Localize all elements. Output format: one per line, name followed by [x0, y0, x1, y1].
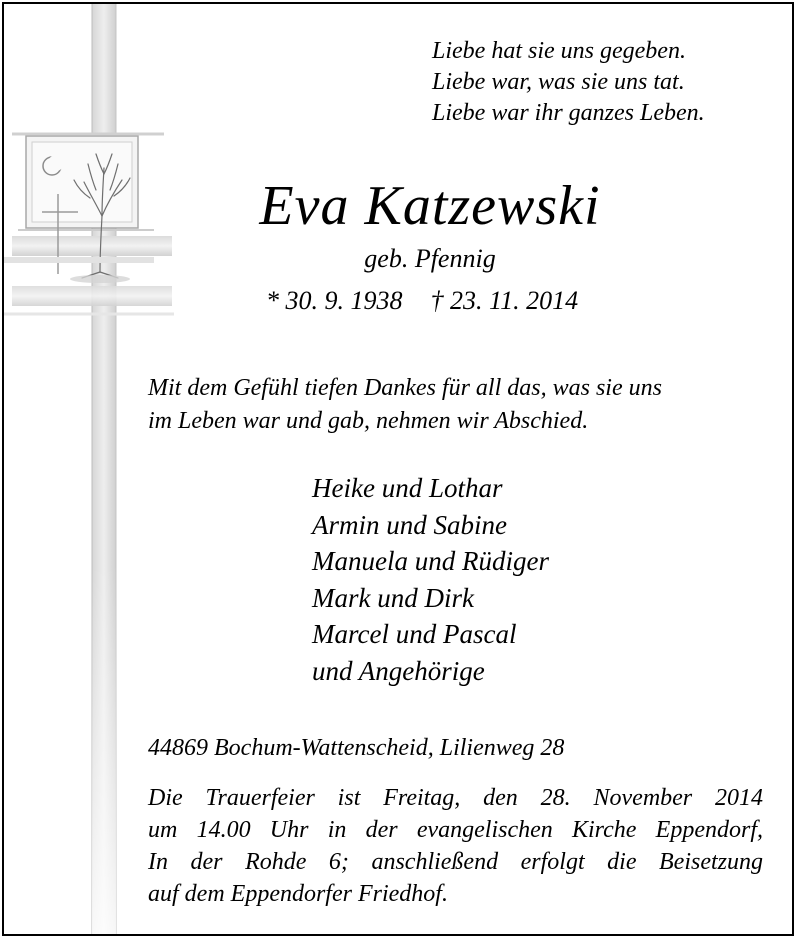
- deceased-name: Eva Katzewski: [259, 175, 601, 237]
- death-date: † 23. 11. 2014: [430, 286, 579, 315]
- service-line: um 14.00 Uhr in der evangelischen Kirche Eppendorf,: [148, 817, 763, 843]
- verse-line: Liebe war, was sie uns tat.: [432, 69, 685, 95]
- thanks-message: [148, 372, 763, 438]
- verse-line: Liebe hat sie uns gegeben.: [432, 38, 686, 64]
- service-line: auf dem Eppendorfer Friedhof.: [148, 881, 448, 907]
- service-line: Die Trauerfeier ist Freitag, den 28. November 2014: [148, 785, 763, 811]
- life-dates: [266, 284, 578, 318]
- mourner: Marcel und Pascal: [312, 619, 517, 649]
- mourner: Armin und Sabine: [312, 509, 507, 540]
- verse-line: Liebe war ihr ganzes Leben.: [432, 100, 705, 126]
- thanks-line: im Leben war und gab, nehmen wir Abschied.: [148, 408, 589, 434]
- mourner: Mark und Dirk: [312, 582, 474, 613]
- verse: [432, 36, 705, 129]
- mourners-list: [312, 470, 549, 689]
- funeral-service-info: [148, 782, 763, 910]
- thanks-line: Mit dem Gefühl tiefen Dankes für all das, was sie uns: [148, 375, 662, 401]
- mourner: und Angehörige: [312, 655, 485, 686]
- mourner: Heike und Lothar: [312, 473, 503, 503]
- mourner: Manuela und Rüdiger: [312, 546, 549, 576]
- birth-date: * 30. 9. 1938: [266, 286, 403, 315]
- service-line: In der Rohde 6; anschließend erfolgt die Beisetzung: [148, 849, 763, 875]
- obituary-frame: [2, 2, 794, 936]
- maiden-name: geb. Pfennig: [364, 244, 496, 273]
- family-address: 44869 Bochum-Wattenscheid, Lilienweg 28: [148, 735, 565, 761]
